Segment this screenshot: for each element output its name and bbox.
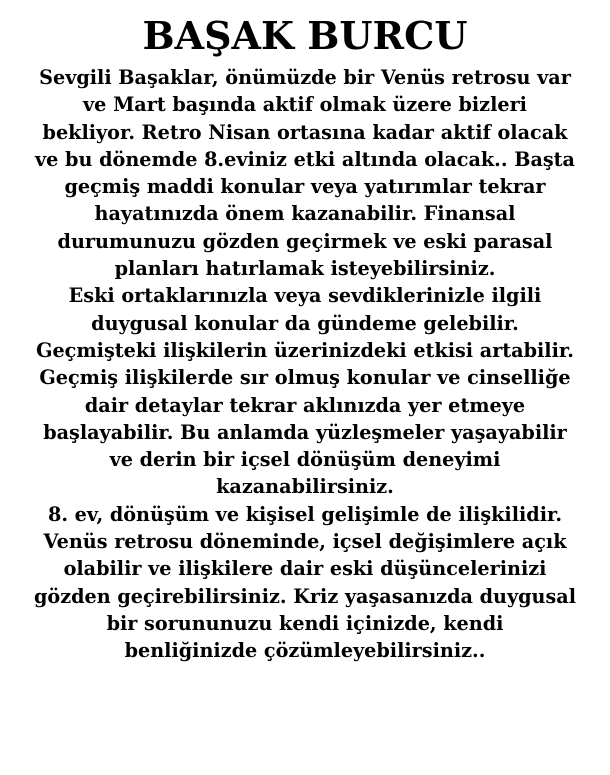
horoscope-text	[10, 64, 600, 665]
text-line: 8. ev, dönüşüm ve kişisel gelişimle de ilişkilidir.	[47, 502, 563, 526]
text-line: başlayabilir. Bu anlamda yüzleşmeler yaşayabilir	[43, 420, 567, 444]
text-line: ve bu dönemde 8.eviniz etki altında olacak.. Başta	[35, 147, 575, 171]
text-line: ve derin bir içsel dönüşüm deneyimi	[109, 448, 501, 472]
text-line: planları hatırlamak isteyebilirsiniz.	[114, 257, 496, 281]
text-line: gözden geçirebilirsiniz. Kriz yaşasanızda duygusal	[33, 584, 577, 608]
text-line: bir sorununuzu kendi içinizde, kendi	[106, 611, 504, 635]
text-line: Geçmiş ilişkilerde sır olmuş konular ve cinselliğe	[39, 366, 571, 390]
text-line: geçmiş maddi konular veya yatırımlar tekrar	[64, 175, 546, 199]
text-line: duygusal konular da gündeme gelebilir.	[91, 311, 519, 335]
text-line: hayatınızda önem kazanabilir. Finansal	[94, 202, 516, 226]
text-line: durumunuzu gözden geçirmek ve eski parasal	[57, 229, 553, 253]
text-line: bekliyor. Retro Nisan ortasına kadar aktif olacak	[42, 120, 568, 144]
text-line: olabilir ve ilişkilere dair eski düşüncelerinizi	[63, 557, 547, 581]
text-line: Venüs retrosu döneminde, içsel değişimlere açık	[43, 530, 567, 554]
text-line: dair detaylar tekrar aklınızda yer etmeye	[84, 393, 526, 417]
text-line: Eski ortaklarınızla veya sevdiklerinizle ilgili	[68, 284, 542, 308]
text-line: benliğinizde çözümleyebilirsiniz..	[124, 639, 486, 663]
page-title: BAŞAK BURCU	[142, 13, 468, 58]
text-line: Sevgili Başaklar, önümüzde bir Venüs retrosu var	[39, 66, 571, 89]
text-line: kazanabilirsiniz.	[216, 475, 394, 499]
text-line: ve Mart başında aktif olmak üzere bizleri	[83, 93, 527, 117]
text-line: Geçmişteki ilişkilerin üzerinizdeki etkisi artabilir.	[36, 338, 574, 362]
